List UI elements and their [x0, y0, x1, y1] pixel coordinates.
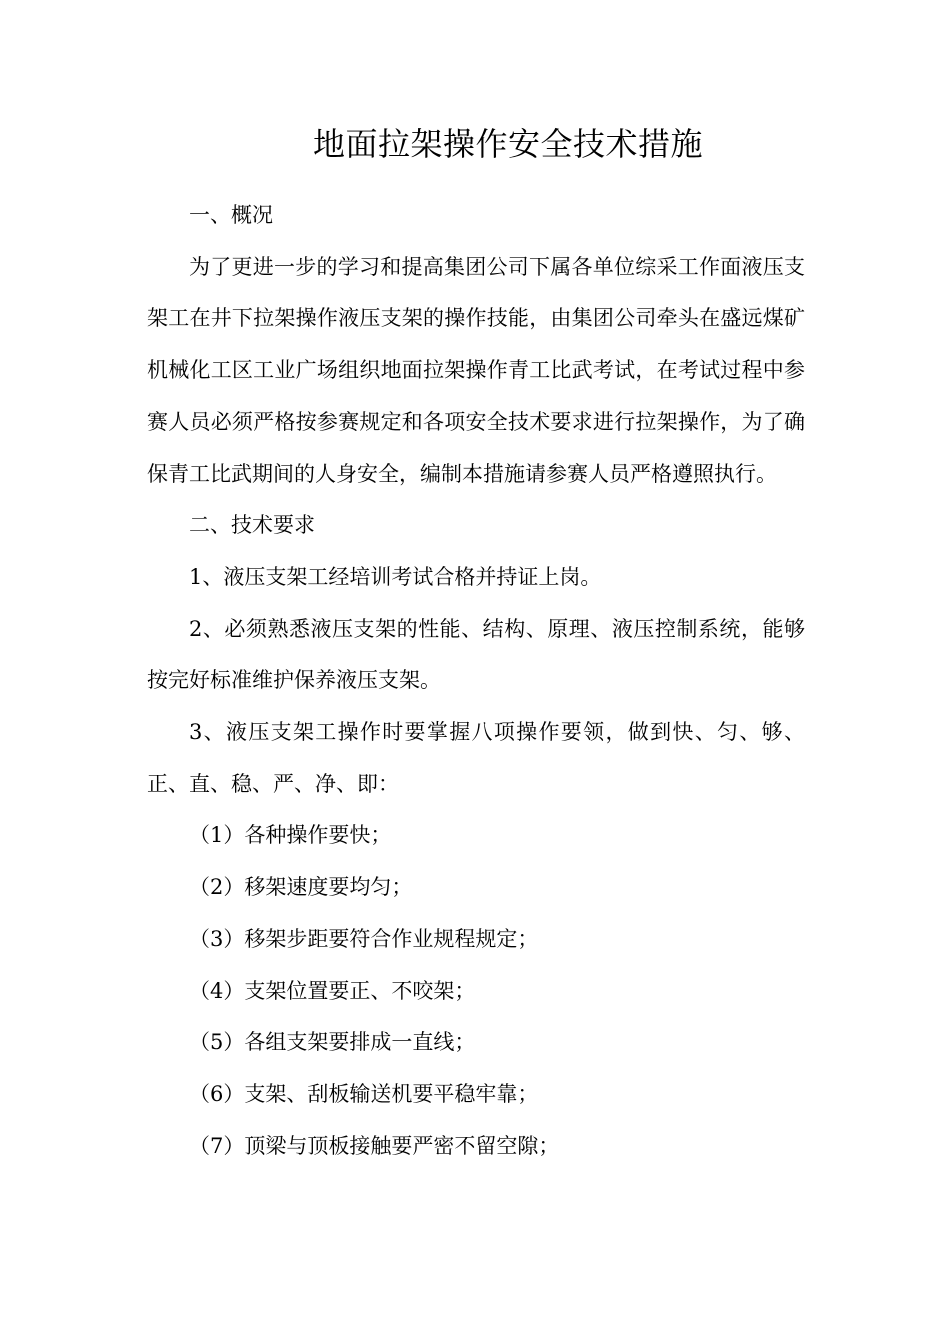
section-heading-requirements: 二、技术要求	[189, 513, 315, 538]
requirement-2: 2、必须熟悉液压支架的性能、结构、原理、液压控制系统，能够按完好标准维护保养液压支架。	[147, 616, 805, 693]
list-item: （2）移架速度要均匀；	[189, 875, 413, 900]
section-heading-overview: 一、概况	[189, 203, 273, 227]
list-item: （3）移架步距要符合作业规程规定；	[189, 926, 539, 951]
overview-paragraph: 为了更进一步的学习和提高集团公司下属各单位综采工作面液压支架工在井下拉架操作液压支架的操作技能，由集团公司牵头在盛远煤矿机械化工区工业广场组织地面拉架操作青工比武考试，在考试过程中参赛人员必须严格按参赛规定和各项安全技术要求进行拉架操作，为了确保青工比武期间的人身安全，编制本措施请参赛人员严格遵照执行。	[147, 254, 805, 486]
document-title: 地面拉架操作安全技术措施	[312, 125, 703, 163]
list-item: （1）各种操作要快；	[189, 823, 392, 848]
list-item: （5）各组支架要排成一直线；	[189, 1030, 476, 1055]
document-body	[147, 190, 805, 1172]
requirement-3: 3、液压支架工操作时要掌握八项操作要领，做到快、匀、够、正、直、稳、严、净、即：	[147, 720, 805, 796]
requirement-1: 1、液压支架工经培训考试合格并持证上岗。	[189, 564, 602, 589]
list-item: （6）支架、刮板输送机要平稳牢靠；	[189, 1081, 539, 1106]
list-item: （4）支架位置要正、不咬架；	[189, 978, 476, 1003]
list-item: （7）顶梁与顶板接触要严密不留空隙；	[189, 1133, 560, 1158]
